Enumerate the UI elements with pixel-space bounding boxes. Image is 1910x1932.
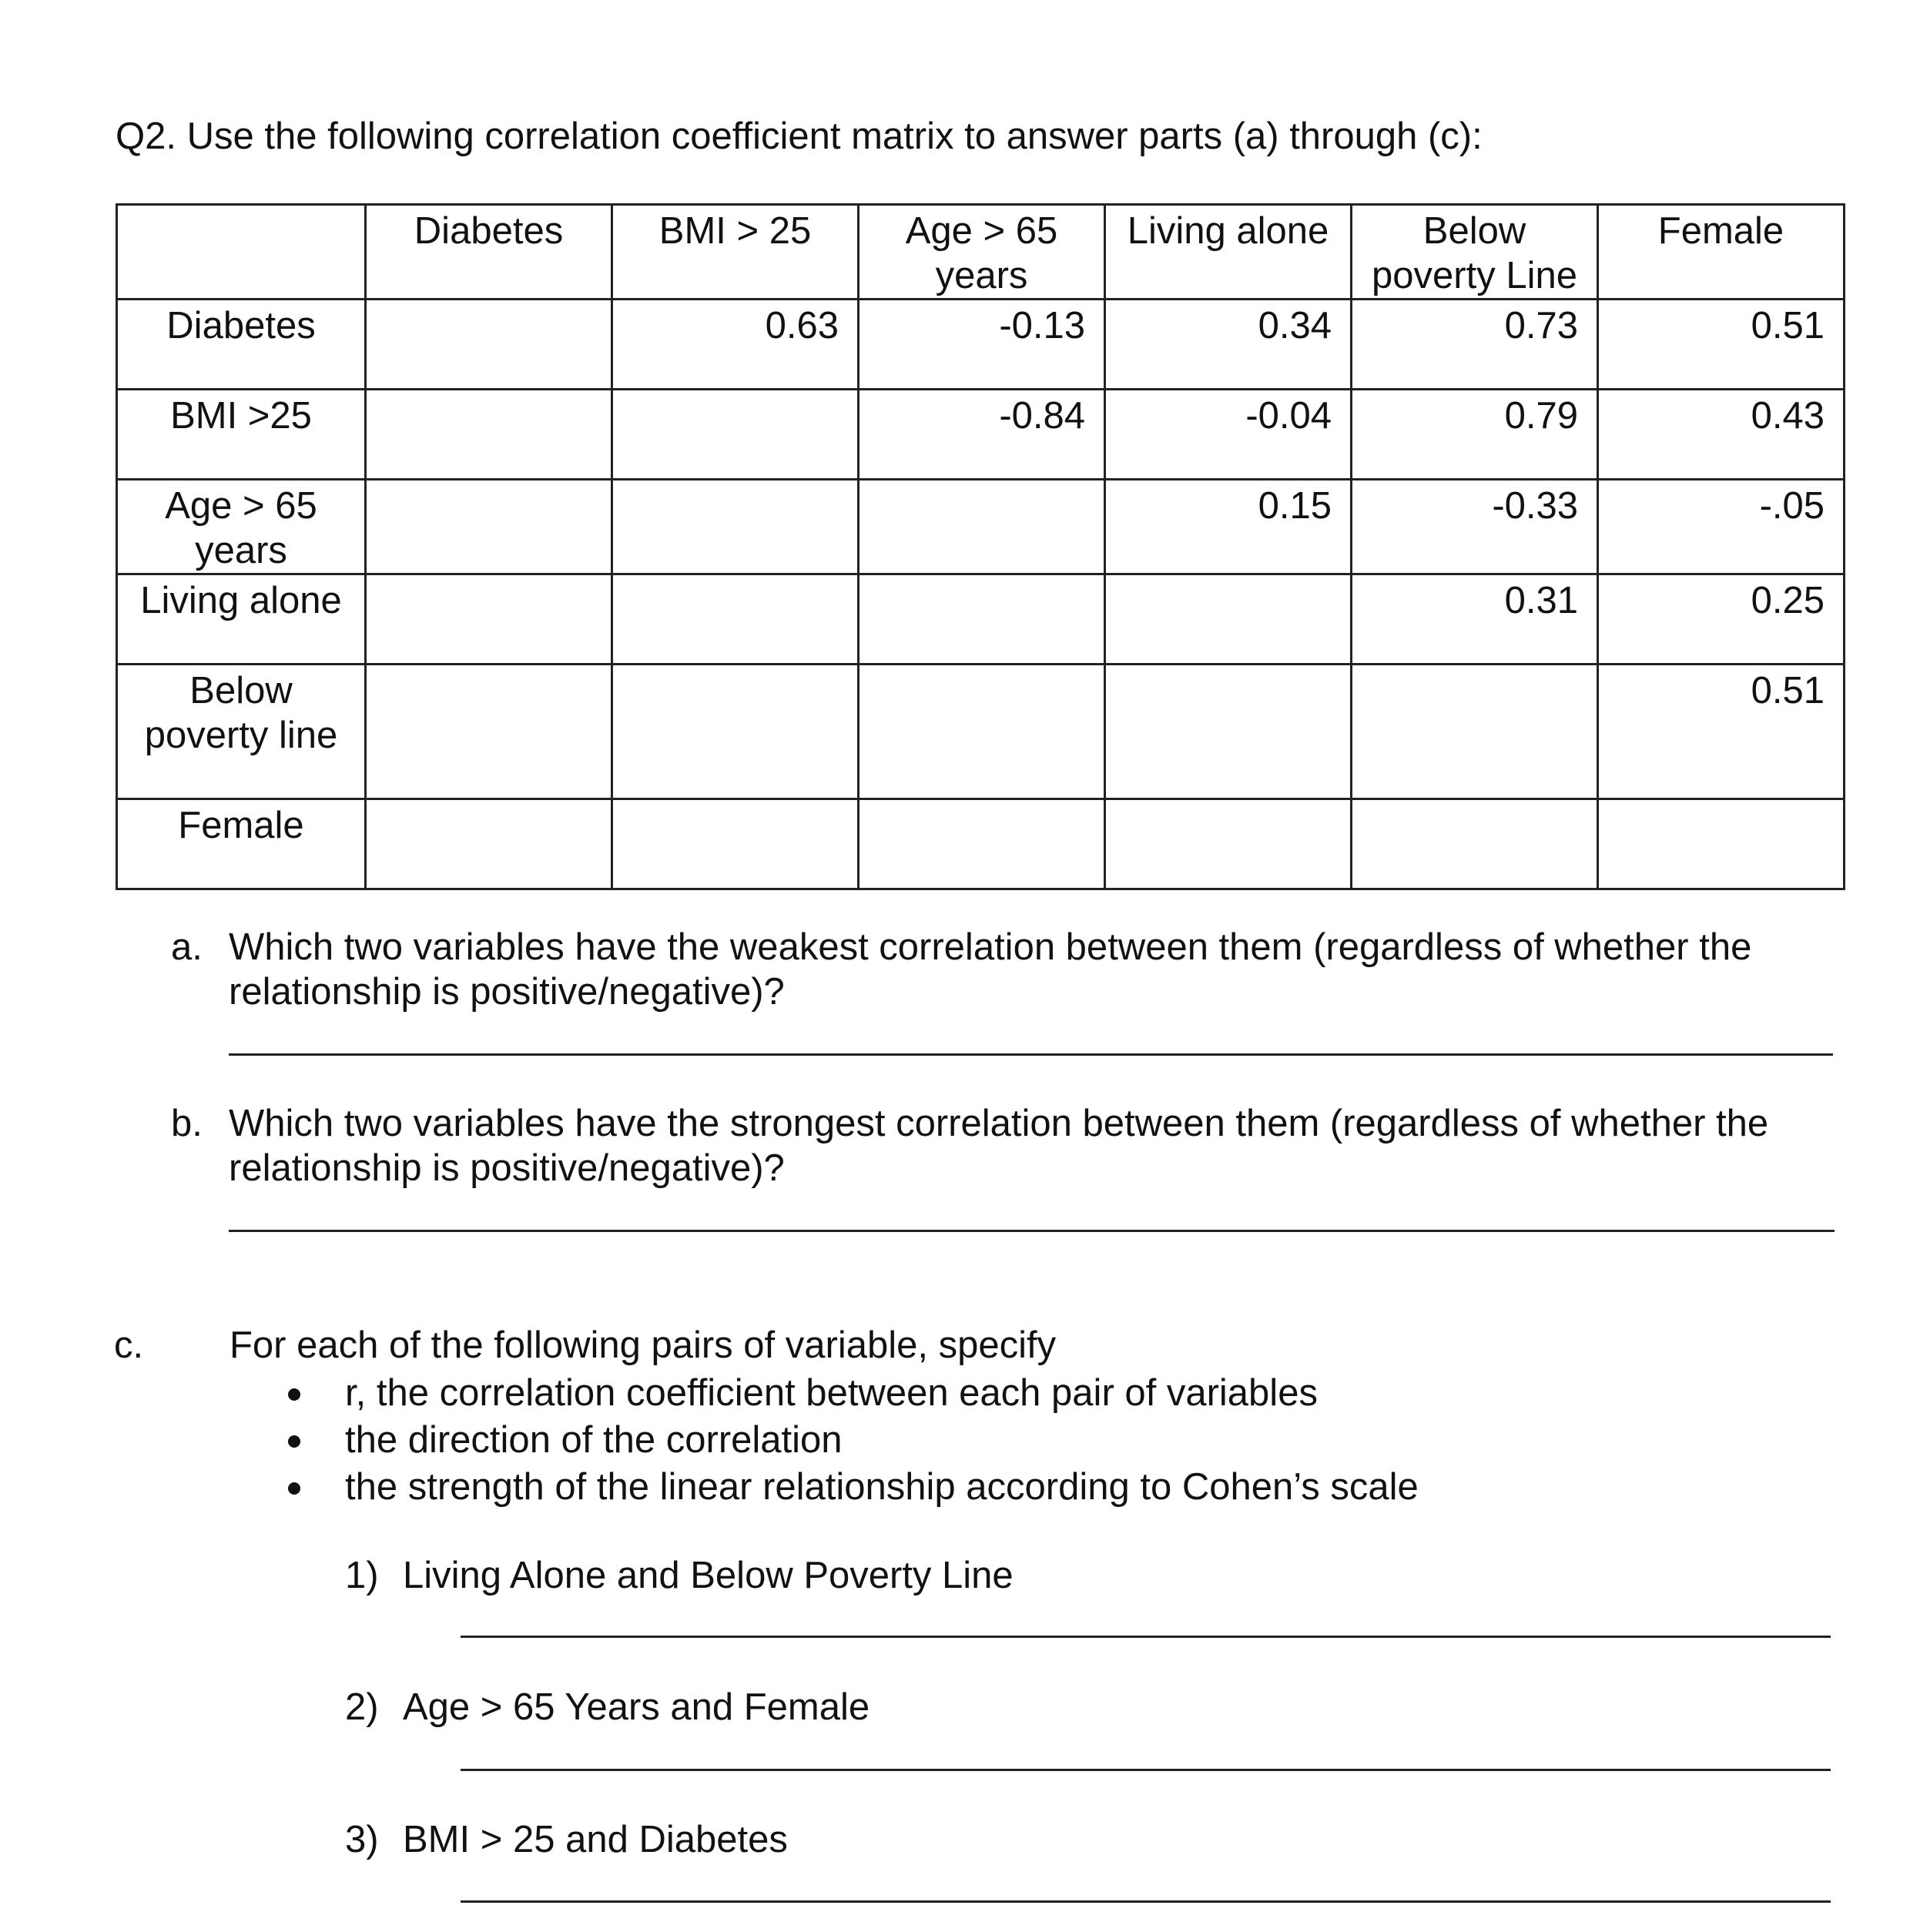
pair-text: Living Alone and Below Poverty Line: [403, 1555, 1014, 1596]
table-cell: [612, 390, 859, 480]
table-cell: [859, 665, 1105, 799]
pair-number: 1): [345, 1555, 379, 1596]
question-a-text-line1: Which two variables have the weakest correlation between them (regardless of whether the: [229, 926, 1752, 968]
column-header: Below poverty Line: [1352, 205, 1598, 300]
table-cell: -0.84: [859, 390, 1105, 480]
question-b-text-line1: Which two variables have the strongest correlation between them (regardless of whether the: [229, 1103, 1769, 1144]
table-cell: 0.79: [1352, 390, 1598, 480]
row-label: Living alone: [117, 574, 366, 665]
table-cell: 0.73: [1352, 300, 1598, 390]
column-header: Age > 65 years: [859, 205, 1105, 300]
table-row: [117, 574, 1845, 665]
column-header: Female: [1598, 205, 1845, 300]
pair-number: 2): [345, 1686, 379, 1728]
answer-line-c1[interactable]: [461, 1636, 1831, 1638]
table-cell: 0.25: [1598, 574, 1845, 665]
table-cell: 0.34: [1105, 300, 1352, 390]
table-cell: -0.13: [859, 300, 1105, 390]
table-cell: 0.15: [1105, 480, 1352, 574]
table-cell: [1352, 665, 1598, 799]
pair-text: Age > 65 Years and Female: [403, 1686, 870, 1728]
table-cell: [859, 480, 1105, 574]
pair-number: 3): [345, 1819, 379, 1860]
bullet-icon: [288, 1435, 300, 1448]
row-label: BMI >25: [117, 390, 366, 480]
question-b-marker: b.: [171, 1103, 203, 1144]
correlation-matrix-table: [116, 203, 1845, 890]
bullet-icon: [288, 1388, 300, 1401]
question-title: Q2. Use the following correlation coefficient matrix to answer parts (a) through (c):: [116, 116, 1483, 157]
bullet-item: r, the correlation coefficient between each pair of variables: [345, 1372, 1318, 1414]
table-cell: [1105, 665, 1352, 799]
table-cell: 0.51: [1598, 665, 1845, 799]
table-cell: [859, 799, 1105, 889]
table-cell: [612, 574, 859, 665]
column-header: Diabetes: [366, 205, 612, 300]
column-header: Living alone: [1105, 205, 1352, 300]
table-row: [117, 300, 1845, 390]
table-cell: [612, 799, 859, 889]
table-cell: [366, 665, 612, 799]
table-cell: -.05: [1598, 480, 1845, 574]
table-cell: 0.63: [612, 300, 859, 390]
row-label: Diabetes: [117, 300, 366, 390]
answer-line-c3[interactable]: [461, 1900, 1831, 1903]
table-cell: [612, 480, 859, 574]
table-cell: [1105, 799, 1352, 889]
table-cell: -0.04: [1105, 390, 1352, 480]
table-cell: -0.33: [1352, 480, 1598, 574]
table-cell: [366, 799, 612, 889]
table-row: [117, 799, 1845, 889]
question-a-text-line2: relationship is positive/negative)?: [229, 971, 785, 1013]
bullet-icon: [288, 1482, 300, 1495]
table-cell: [366, 480, 612, 574]
table-cell: [366, 574, 612, 665]
table-cell: [366, 300, 612, 390]
bullet-item: the strength of the linear relationship according to Cohen’s scale: [345, 1466, 1419, 1508]
answer-line-b[interactable]: [229, 1230, 1835, 1232]
answer-line-a[interactable]: [229, 1053, 1833, 1056]
table-cell: [1105, 574, 1352, 665]
row-label: Below poverty line: [117, 665, 366, 799]
table-header-row: [117, 205, 1845, 300]
table-cell: 0.51: [1598, 300, 1845, 390]
table-cell: [1352, 799, 1598, 889]
table-cell: [366, 390, 612, 480]
table-cell: [1598, 799, 1845, 889]
question-b-text-line2: relationship is positive/negative)?: [229, 1147, 785, 1189]
question-c-marker: c.: [114, 1324, 144, 1366]
row-label: Female: [117, 799, 366, 889]
table-row: [117, 390, 1845, 480]
table-cell: [612, 665, 859, 799]
question-c-intro: For each of the following pairs of variable, specify: [230, 1324, 1057, 1366]
table-row: [117, 665, 1845, 799]
table-cell: [859, 574, 1105, 665]
table-cell: 0.31: [1352, 574, 1598, 665]
table-cell: 0.43: [1598, 390, 1845, 480]
table-corner-cell: [117, 205, 366, 300]
answer-line-c2[interactable]: [461, 1769, 1831, 1771]
bullet-item: the direction of the correlation: [345, 1419, 843, 1461]
table-row: [117, 480, 1845, 574]
row-label: Age > 65 years: [117, 480, 366, 574]
column-header: BMI > 25: [612, 205, 859, 300]
question-a-marker: a.: [171, 926, 203, 968]
pair-text: BMI > 25 and Diabetes: [403, 1819, 788, 1860]
